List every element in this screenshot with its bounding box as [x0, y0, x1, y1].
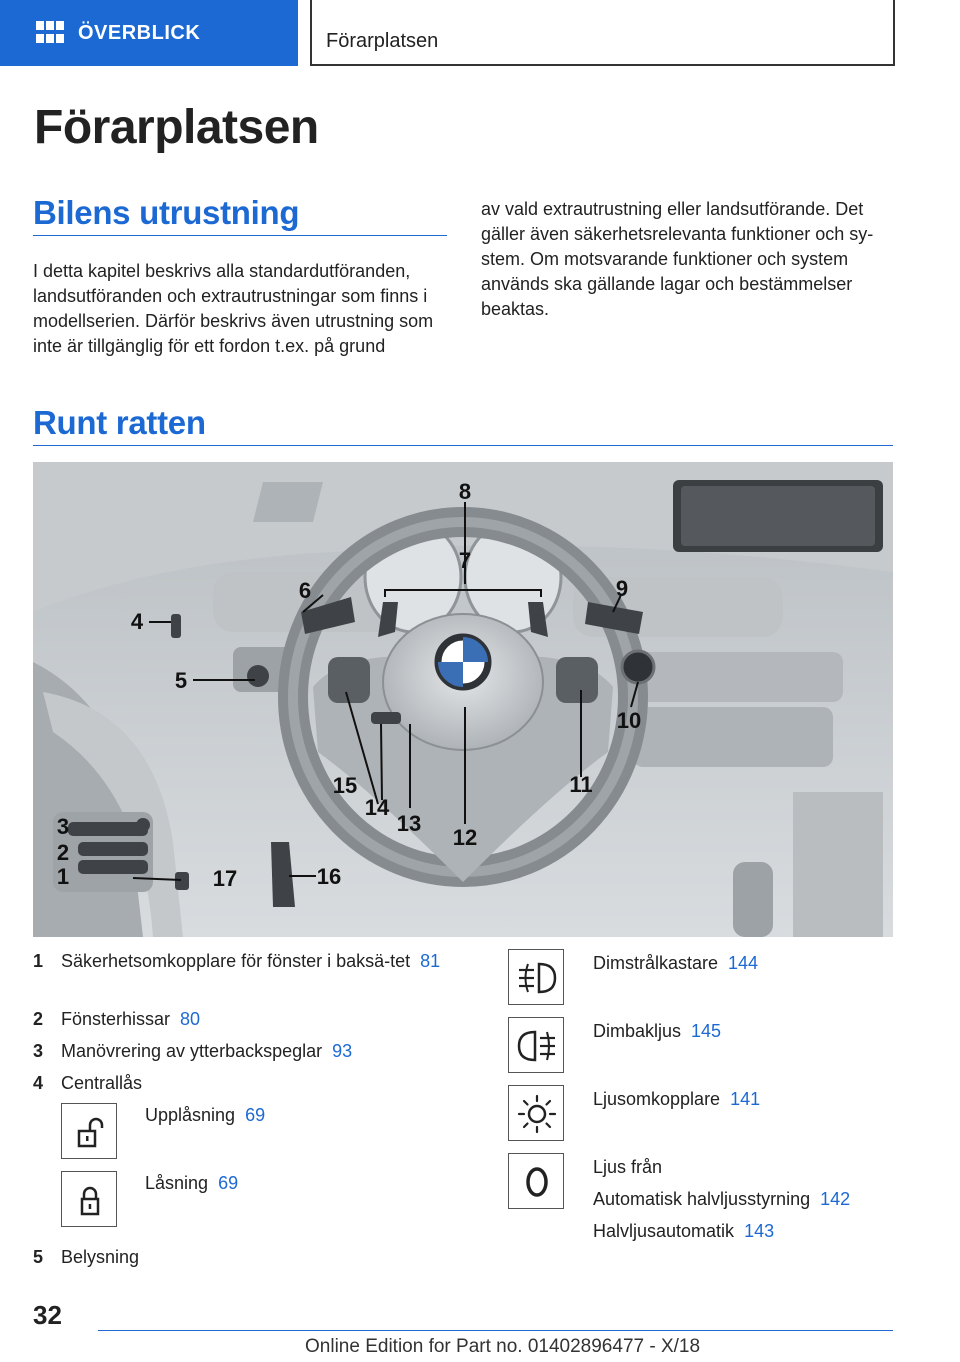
- callout-17: 17: [212, 866, 238, 891]
- footer-text: Online Edition for Part no. 01402896477 - X/18: [305, 1336, 701, 1357]
- callout-12: 12: [452, 825, 478, 850]
- rear-fog-light-item: [593, 1019, 721, 1044]
- page-ref-link[interactable]: 143: [744, 1221, 775, 1241]
- page-ref-link[interactable]: 80: [180, 1009, 201, 1029]
- rear-fog-light-text: Dimbakljus: [593, 1021, 682, 1041]
- page-ref-link[interactable]: 69: [245, 1105, 266, 1125]
- legend-text: Fönsterhissar: [61, 1009, 171, 1029]
- legend-text: Manövrering av ytterbackspeglar: [61, 1041, 323, 1061]
- section-rule-wide: [33, 445, 893, 446]
- callout-15: 15: [332, 773, 358, 798]
- legend-number: 5: [33, 1247, 44, 1267]
- footer-rule: [98, 1330, 893, 1331]
- lights-off-item: [593, 1155, 662, 1180]
- legend-number: 1: [33, 951, 44, 971]
- legend-number: 3: [33, 1041, 44, 1061]
- legend-text: Centrallås: [61, 1073, 143, 1093]
- callout-10: 10: [616, 708, 642, 733]
- lights-off-icon: [508, 1153, 564, 1209]
- legend-number: 4: [33, 1073, 44, 1093]
- low-beam-auto-item: [593, 1219, 774, 1244]
- callout-2: 2: [56, 840, 70, 865]
- legend-text: Belysning: [61, 1247, 140, 1267]
- callout-3: 3: [56, 814, 70, 839]
- lock-icon: [61, 1171, 117, 1227]
- section-title-equipment: Bilens utrustning: [33, 194, 300, 231]
- callout-9: 9: [615, 576, 629, 601]
- auto-low-beam-item: [593, 1187, 850, 1212]
- page-ref-link[interactable]: 69: [218, 1173, 239, 1193]
- unlock-icon: [61, 1103, 117, 1159]
- fog-light-front-text: Dimstrålkastare: [593, 953, 719, 973]
- lights-off-text: Ljus från: [593, 1157, 663, 1177]
- section-rule: [33, 235, 447, 236]
- unlock-item: [145, 1103, 265, 1128]
- section-title-steering: Runt ratten: [33, 404, 206, 441]
- fog-light-front-icon: [508, 949, 564, 1005]
- top-bar: [0, 0, 960, 66]
- lock-text: Låsning: [145, 1173, 209, 1193]
- callout-1: 1: [56, 864, 70, 889]
- chapter-tab: Förarplatsen: [310, 0, 895, 66]
- callout-13: 13: [396, 811, 422, 836]
- light-switch-item: [593, 1087, 760, 1112]
- page-number: 32: [33, 1300, 62, 1330]
- rear-fog-light-icon: [508, 1017, 564, 1073]
- intro-paragraph-right: av vald extrautrustning eller landsutförande. Det gäller även säkerhetsrelevanta funktioner och sy-stem. Om motsvarande funktioner och system används ska gällande lagar och bestämmelser beaktas.: [481, 199, 874, 319]
- callout-16: 16: [316, 864, 342, 889]
- page-ref-link[interactable]: 142: [820, 1189, 851, 1209]
- low-beam-auto-text: Halvljusautomatik: [593, 1221, 735, 1241]
- callout-6: 6: [298, 578, 312, 603]
- overview-tab-label: ÖVERBLICK: [78, 21, 201, 44]
- callout-7: 7: [458, 548, 472, 573]
- grid-icon: [36, 21, 64, 45]
- page-ref-link[interactable]: 141: [730, 1089, 761, 1109]
- lock-item: [145, 1171, 238, 1196]
- legend-number: 2: [33, 1009, 44, 1029]
- callout-5: 5: [174, 668, 188, 693]
- page-ref-link[interactable]: 81: [420, 951, 441, 971]
- page-ref-link[interactable]: 144: [728, 953, 759, 973]
- page-title: Förarplatsen: [34, 101, 319, 154]
- page-ref-link[interactable]: 145: [691, 1021, 722, 1041]
- intro-paragraph-left: I detta kapitel beskrivs alla standardutföranden, landsutföranden och extrautrustningar som finns i modellserien. Därför beskrivs även utrustning som inte är tillgänglig för ett fordon t.ex. på grund: [33, 261, 434, 356]
- callout-4: 4: [130, 609, 144, 634]
- light-switch-text: Ljusomkopplare: [593, 1089, 721, 1109]
- legend-text: Säkerhetsomkopplare för fönster i baksä-tet: [61, 951, 411, 971]
- callout-14: 14: [364, 795, 390, 820]
- auto-low-beam-text: Automatisk halvljusstyrning: [593, 1189, 811, 1209]
- cockpit-illustration: [33, 462, 893, 937]
- unlock-text: Upplåsning: [145, 1105, 236, 1125]
- fog-light-front-item: [593, 951, 758, 976]
- callout-8: 8: [458, 479, 472, 504]
- callout-11: 11: [569, 772, 593, 797]
- light-switch-icon: [508, 1085, 564, 1141]
- page-ref-link[interactable]: 93: [332, 1041, 353, 1061]
- overview-tab[interactable]: [0, 0, 298, 66]
